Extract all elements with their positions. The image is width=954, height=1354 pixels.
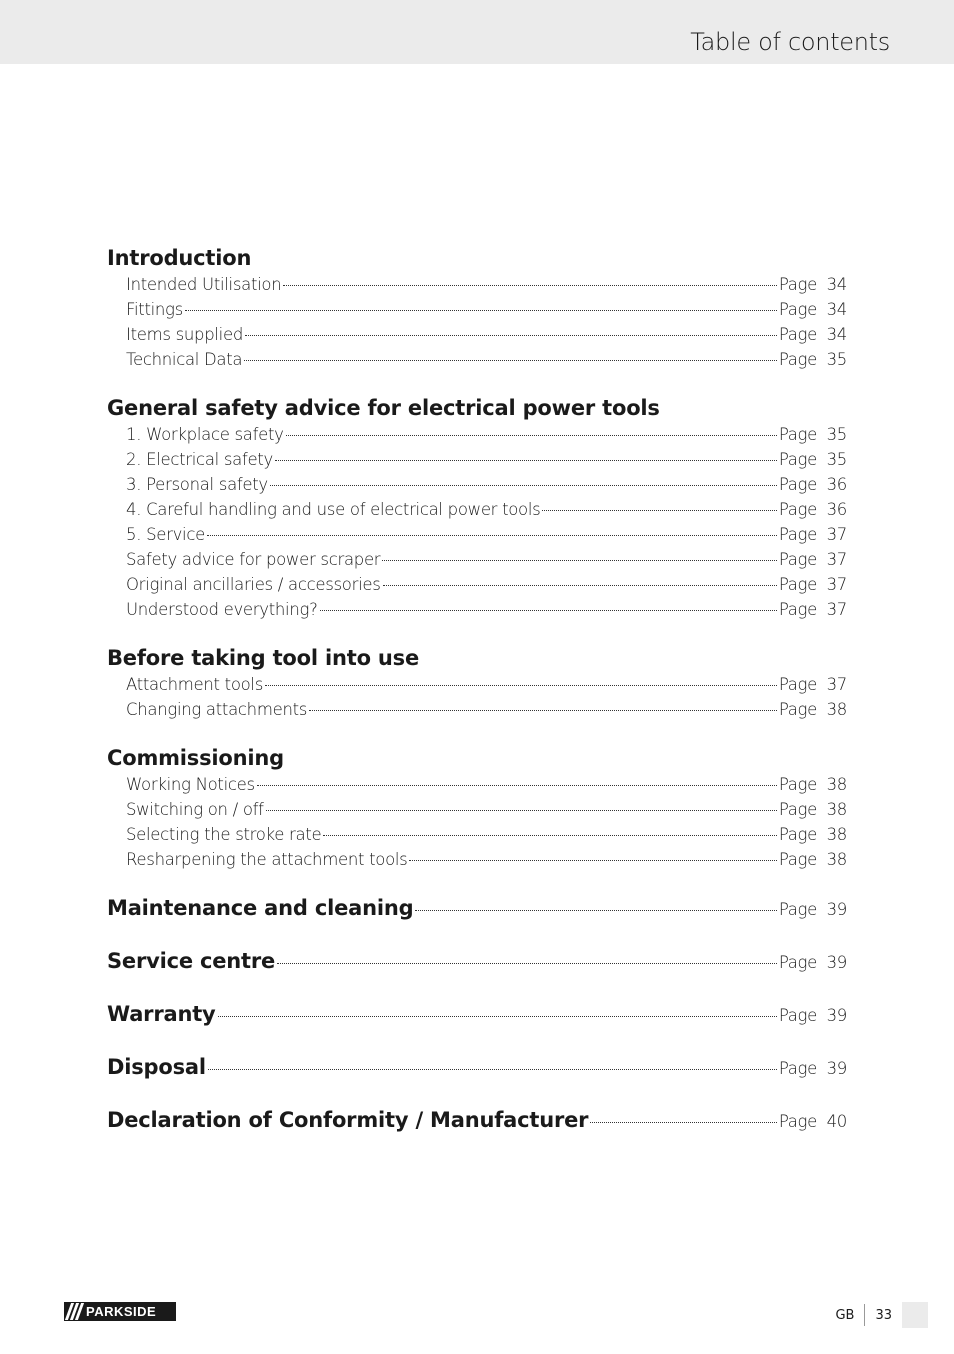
dot-leader (382, 560, 777, 561)
toc-entry-label: Understood everything? (126, 600, 318, 619)
page-number-ref: 39 (826, 953, 847, 972)
toc-entry[interactable] (126, 547, 847, 572)
page-word: Page (778, 953, 817, 972)
toc-section (107, 947, 847, 975)
toc-entry-label: Working Notices (126, 775, 255, 794)
toc-entry[interactable] (107, 1053, 847, 1081)
dot-leader (283, 285, 776, 286)
toc-entry[interactable] (126, 472, 847, 497)
toc-entry-label: Intended Utilisation (126, 275, 282, 294)
toc-section (107, 394, 847, 622)
toc-entry[interactable] (126, 272, 847, 297)
page-number-ref: 39 (826, 1059, 847, 1078)
page-word: Page (778, 425, 817, 444)
dot-leader (323, 835, 776, 836)
page-number-ref: 35 (826, 450, 847, 469)
toc-entry-label: Attachment tools (126, 675, 264, 694)
page-tab-marker (902, 1302, 928, 1328)
page-number-ref: 37 (826, 550, 847, 569)
page-word: Page (778, 775, 817, 794)
page-number-ref: 35 (826, 350, 847, 369)
dot-leader (266, 810, 777, 811)
page-ref (779, 1055, 847, 1083)
toc-section (107, 744, 847, 872)
toc-section (107, 1000, 847, 1028)
toc-section (107, 1053, 847, 1081)
page-number-ref: 35 (826, 425, 847, 444)
section-heading: Declaration of Conformity / Manufacturer (107, 1108, 589, 1132)
page-ref (779, 672, 847, 697)
page-word: Page (778, 900, 817, 919)
toc-entry[interactable] (126, 322, 847, 347)
dot-leader (207, 535, 777, 536)
page-word: Page (778, 300, 817, 319)
page-number-ref: 34 (826, 300, 847, 319)
page-word: Page (778, 525, 817, 544)
page-word: Page (778, 675, 817, 694)
dot-leader (270, 485, 777, 486)
page-ref (779, 297, 847, 322)
page-number-ref: 34 (826, 275, 847, 294)
page-ref (779, 522, 847, 547)
page-ref (779, 1002, 847, 1030)
brand-name: PARKSIDE (86, 1304, 157, 1319)
section-heading: Service centre (107, 949, 276, 973)
page-ref (779, 797, 847, 822)
dot-leader (286, 435, 777, 436)
page-ref (779, 547, 847, 572)
page-number-ref: 37 (826, 675, 847, 694)
page-ref (779, 772, 847, 797)
toc-entry[interactable] (126, 297, 847, 322)
toc-entry-label: Original ancillaries / accessories (126, 575, 381, 594)
dot-leader (185, 310, 777, 311)
page-ref (779, 322, 847, 347)
section-heading[interactable]: Commissioning (107, 746, 284, 770)
page-word: Page (778, 500, 817, 519)
toc-entry-label: 2. Electrical safety (126, 450, 273, 469)
page-title: Table of contents (690, 28, 890, 56)
page-ref (779, 896, 847, 924)
logo-stripes-icon (64, 1302, 84, 1321)
section-heading[interactable]: General safety advice for electrical power tools (107, 396, 660, 420)
page-number-ref: 38 (826, 850, 847, 869)
toc-entry[interactable] (126, 822, 847, 847)
toc-entry[interactable] (126, 347, 847, 372)
toc-entry[interactable] (126, 497, 847, 522)
page-word: Page (778, 450, 817, 469)
toc-entry-label: Switching on / off (126, 800, 264, 819)
page-number-ref: 34 (826, 325, 847, 344)
dot-leader (257, 785, 777, 786)
table-of-contents (107, 244, 847, 1159)
page-ref (779, 497, 847, 522)
page-ref (779, 272, 847, 297)
page-ref (779, 472, 847, 497)
toc-entry[interactable] (126, 522, 847, 547)
section-heading: Maintenance and cleaning (107, 896, 414, 920)
toc-entry[interactable] (126, 672, 847, 697)
footer-divider (864, 1304, 865, 1326)
page-word: Page (778, 475, 817, 494)
page-number-ref: 38 (826, 800, 847, 819)
toc-section (107, 894, 847, 922)
toc-entry[interactable] (107, 894, 847, 922)
page-word: Page (778, 575, 817, 594)
dot-leader (383, 585, 777, 586)
page-number-ref: 40 (826, 1112, 847, 1131)
toc-entry[interactable] (126, 572, 847, 597)
page-ref (779, 347, 847, 372)
page-number: 33 (875, 1307, 892, 1323)
toc-entry[interactable] (126, 772, 847, 797)
page-word: Page (778, 800, 817, 819)
toc-entry-label: Technical Data (126, 350, 243, 369)
page-ref (779, 447, 847, 472)
toc-entry-label: 4. Careful handling and use of electrical power tools (126, 500, 541, 519)
page-word: Page (778, 850, 817, 869)
toc-entry[interactable] (126, 797, 847, 822)
page-ref (779, 697, 847, 722)
page-ref (779, 422, 847, 447)
section-heading: Warranty (107, 1002, 216, 1026)
header-band (0, 0, 954, 64)
page-word: Page (778, 1006, 817, 1025)
dot-leader (245, 335, 777, 336)
parkside-logo (64, 1302, 176, 1321)
toc-section (107, 244, 847, 372)
toc-section (107, 1106, 847, 1134)
dot-leader (244, 360, 777, 361)
page-number-ref: 39 (826, 900, 847, 919)
dot-leader (320, 610, 777, 611)
page-word: Page (778, 350, 817, 369)
page-word: Page (778, 600, 817, 619)
dot-leader (542, 510, 776, 511)
toc-entry-label: Resharpening the attachment tools (126, 850, 408, 869)
language-code: GB (835, 1307, 855, 1323)
toc-entry[interactable] (107, 947, 847, 975)
section-heading[interactable]: Introduction (107, 246, 252, 270)
page-number-ref: 37 (826, 600, 847, 619)
dot-leader (218, 1016, 777, 1017)
section-heading[interactable]: Before taking tool into use (107, 646, 420, 670)
dot-leader (275, 460, 777, 461)
toc-entry[interactable] (126, 597, 847, 622)
page-number-ref: 38 (826, 775, 847, 794)
toc-entry-label: Changing attachments (126, 700, 308, 719)
page-number-ref: 36 (826, 475, 847, 494)
page-ref (779, 1108, 847, 1136)
page-word: Page (778, 825, 817, 844)
dot-leader (309, 710, 777, 711)
toc-entry-label: Fittings (126, 300, 183, 319)
page-number-ref: 37 (826, 525, 847, 544)
toc-entry[interactable] (126, 422, 847, 447)
dot-leader (277, 963, 777, 964)
toc-entry[interactable] (126, 447, 847, 472)
page-word: Page (778, 700, 817, 719)
toc-entry-label: Items supplied (126, 325, 243, 344)
toc-entry-label: Selecting the stroke rate (126, 825, 322, 844)
toc-entry[interactable] (107, 1106, 847, 1134)
page-number-ref: 38 (826, 700, 847, 719)
page-footer (835, 1302, 928, 1328)
dot-leader (409, 860, 776, 861)
page-number-ref: 36 (826, 500, 847, 519)
page-number-ref: 38 (826, 825, 847, 844)
toc-entry-label: 5. Service (126, 525, 205, 544)
toc-entry[interactable] (107, 1000, 847, 1028)
page-ref (779, 847, 847, 872)
page-number-ref: 39 (826, 1006, 847, 1025)
page-ref (779, 597, 847, 622)
dot-leader (415, 910, 776, 911)
toc-entry-label: Safety advice for power scraper (126, 550, 381, 569)
toc-entry[interactable] (126, 697, 847, 722)
page-ref (779, 572, 847, 597)
page-ref (779, 822, 847, 847)
toc-entry[interactable] (126, 847, 847, 872)
toc-section (107, 644, 847, 722)
page-word: Page (778, 275, 817, 294)
page-ref (779, 949, 847, 977)
page-word: Page (778, 550, 817, 569)
section-heading: Disposal (107, 1055, 206, 1079)
toc-entry-label: 3. Personal safety (126, 475, 268, 494)
toc-entry-label: 1. Workplace safety (126, 425, 284, 444)
dot-leader (590, 1122, 777, 1123)
page-word: Page (778, 1112, 817, 1131)
page-word: Page (778, 1059, 817, 1078)
dot-leader (208, 1069, 777, 1070)
page-number-ref: 37 (826, 575, 847, 594)
page-word: Page (778, 325, 817, 344)
dot-leader (265, 685, 777, 686)
